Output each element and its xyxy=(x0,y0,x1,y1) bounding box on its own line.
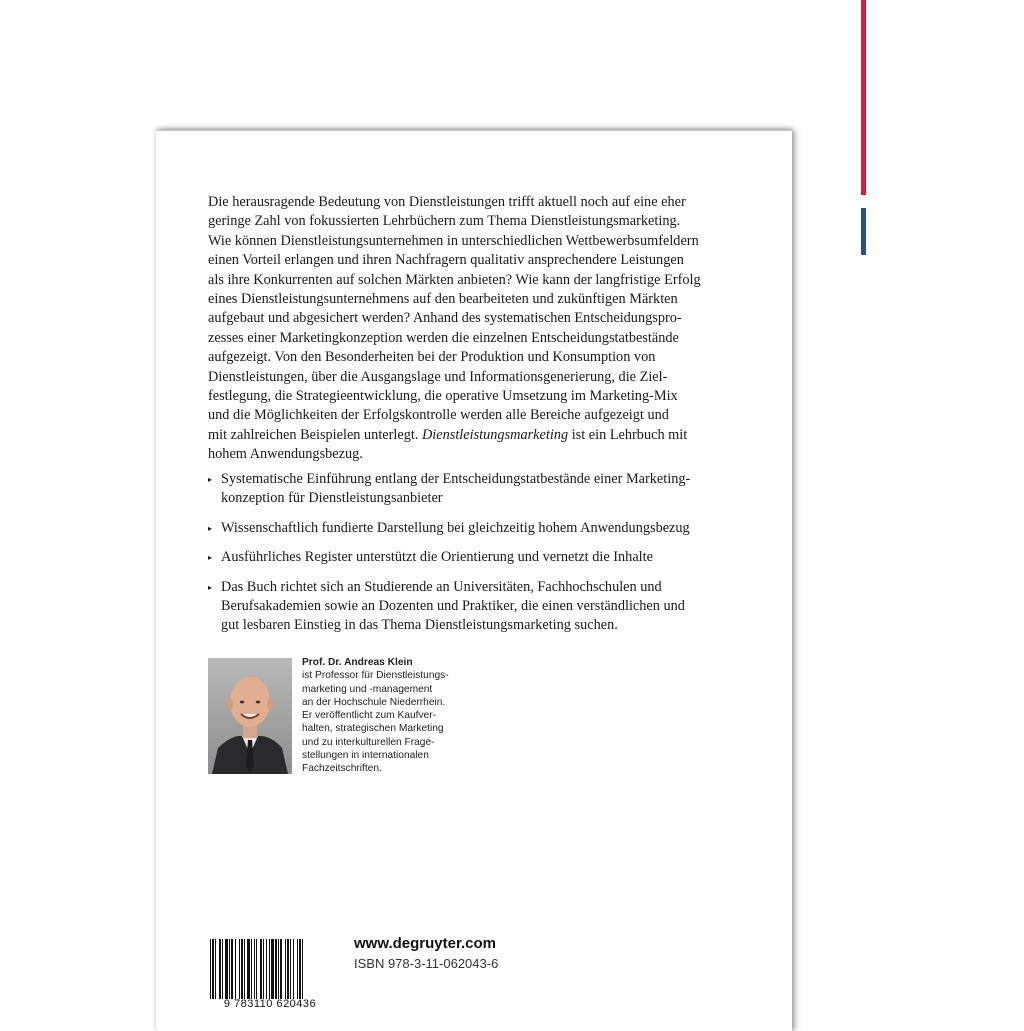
bullet-text: konzeption für Dienstleistungsanbieter xyxy=(221,490,443,507)
bullet-text: gut lesbaren Einstieg in das Thema Dienstleistungsmarketing suchen. xyxy=(221,617,618,634)
blurb-line: Die herausragende Bedeutung von Dienstleistungen trifft aktuell noch auf eine eher xyxy=(208,194,686,210)
blurb-line: mit zahlreichen Beispielen unterlegt. xyxy=(208,426,419,443)
blurb-text xyxy=(208,193,768,465)
bullet-arrow-icon: ▸ xyxy=(208,523,213,533)
bio-line: Fachzeitschriften. xyxy=(302,763,382,775)
blurb-line: aufgebaut und abgesichert werden? Anhand des systematischen Entscheidungspro- xyxy=(208,310,682,327)
book-title-italic: Dienstleistungsmarketing xyxy=(421,426,569,443)
list-item xyxy=(208,519,768,538)
bullet-text: Das Buch richtet sich an Studierende an Universitäten, Fachhochschulen und xyxy=(221,578,662,595)
author-bio xyxy=(302,656,502,776)
bullet-text: Berufsakademien sowie an Dozenten und Praktiker, die einen verständlichen und xyxy=(221,598,685,615)
list-item xyxy=(208,578,768,636)
bullet-arrow-icon: ▸ xyxy=(208,475,213,484)
book-spine-stripe xyxy=(861,0,866,260)
list-item xyxy=(208,470,768,509)
bullet-text: Systematische Einführung entlang der Entscheidungstatbestände einer Marketing- xyxy=(221,471,691,487)
author-name: Prof. Dr. Andreas Klein xyxy=(302,657,413,668)
author-portrait-icon xyxy=(208,658,292,774)
isbn-number: ISBN 978-3-11-062043-6 xyxy=(354,956,499,971)
blurb-line: und die Möglichkeiten der Erfolgskontrolle werden alle Bereiche aufgezeigt und xyxy=(208,407,669,424)
bullet-text: Ausführliches Register unterstützt die Orientierung und vernetzt die Inhalte xyxy=(221,549,653,566)
author-photo xyxy=(208,658,292,774)
barcode-icon xyxy=(208,939,332,999)
blurb-line: festlegung, die Strategieentwicklung, die operative Umsetzung im Marketing-Mix xyxy=(208,388,678,405)
feature-list xyxy=(208,470,768,646)
list-item xyxy=(208,548,768,567)
publisher-url: www.degruyter.com xyxy=(354,935,496,952)
blurb-line: zesses einer Marketingkonzeption werden die einzelnen Entscheidungstatbestände xyxy=(208,329,679,346)
blurb-line: geringe Zahl von fokussierten Lehrbüchern zum Thema Dienstleistungsmarketing. xyxy=(208,213,681,230)
bio-line: ist Professor für Dienstleistungs- xyxy=(302,670,449,682)
blurb-line: eines Dienstleistungsunternehmens auf den bearbeiteten und zukünftigen Märkten xyxy=(208,291,678,308)
blurb-line: als ihre Konkurrenten auf solchen Märkten anbieten? Wie kann der langfristige Erfolg xyxy=(208,271,701,288)
bio-line: marketing und -management xyxy=(302,683,433,695)
blurb-line: aufgezeigt. Von den Besonderheiten bei der Produktion und Konsumption von xyxy=(208,349,656,366)
bio-line: stellungen in internationalen xyxy=(302,750,429,762)
blurb-line: Wie können Dienstleistungsunternehmen in unterschiedlichen Wettbewerbsumfeldern xyxy=(208,232,699,249)
barcode-digits: 9 783110 620436 xyxy=(223,998,317,1010)
bullet-arrow-icon: ▸ xyxy=(208,582,213,592)
bio-line: Er veröffentlicht zum Kaufver- xyxy=(302,710,436,722)
book-back-cover xyxy=(156,130,792,1031)
blurb-line: Dienstleistungen, über die Ausgangslage und Informationsgenerierung, die Ziel- xyxy=(208,368,668,385)
blurb-line: einen Vorteil erlangen und ihren Nachfragern qualitativ ansprechendere Leistungen xyxy=(208,252,684,269)
bio-line: halten, strategischen Marketing xyxy=(302,723,444,735)
bullet-text: Wissenschaftlich fundierte Darstellung bei gleichzeitig hohem Anwendungsbezug xyxy=(221,519,690,536)
bio-line: an der Hochschule Niederrhein. xyxy=(302,696,446,708)
blurb-line: hohem Anwendungsbezug. xyxy=(208,446,363,463)
bio-line: und zu interkulturellen Frage- xyxy=(302,736,435,748)
blurb-line: ist ein Lehrbuch mit xyxy=(568,426,688,443)
bullet-arrow-icon: ▸ xyxy=(208,553,213,563)
